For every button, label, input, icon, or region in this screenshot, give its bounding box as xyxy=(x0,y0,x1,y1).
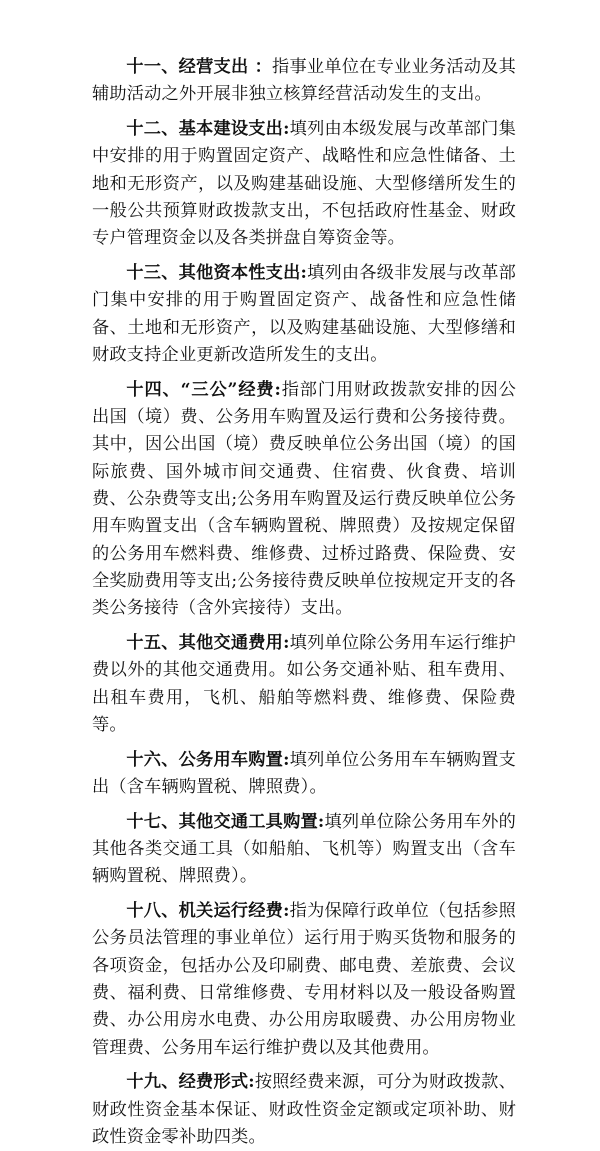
definition-term: 十五、其他交通费用: xyxy=(126,632,290,653)
definition-term: 十六、公务用车购置: xyxy=(126,749,290,770)
definition-item-11 xyxy=(92,54,516,109)
definition-text: 指为保障行政单位（包括参照公务员法管理的事业单位）运行用于购买货物和服务的各项资金，包括办公及印刷费、邮电费、差旅费、会议费、福利费、日常维修费、专用材料以及一般设备购置费、办公用房水电费、办公用房取暖费、办公用房物业管理费、公务用车运行维护费以及其他费用。 xyxy=(92,901,516,1058)
definition-item-17 xyxy=(92,809,516,891)
definition-item-14 xyxy=(92,377,516,623)
definition-text: 指部门用财政拨款安排的因公出国（境）费、公务用车购置及运行费和公务接待费。其中，因公出国（境）费反映单位公务出国（境）的国际旅费、国外城市间交通费、住宿费、伙食费、培训费、公杂费等支出;公务用车购置及运行费反映单位公务用车购置支出（含车辆购置税、牌照费）及按规定保留的公务用车燃料费、维修费、过桥过路费、保险费、安全奖励费用等支出;公务接待费反映单位按规定开支的各类公务接待（含外宾接待）支出。 xyxy=(92,379,516,619)
definition-term: 十九、经费形式: xyxy=(126,1072,255,1093)
definition-term: 十四、“三公”经费: xyxy=(126,379,282,400)
definition-item-15 xyxy=(92,630,516,739)
definition-item-13 xyxy=(92,260,516,369)
definition-text: 填列由本级发展与改革部门集中安排的用于购置固定资产、战略性和应急性储备、土地和无形资产，以及购建基础设施、大型修缮所发生的一般公共预算财政拨款支出，不包括政府性基金、财政专户管理资金以及各类拼盘自筹资金等。 xyxy=(92,119,516,249)
definition-item-16 xyxy=(92,747,516,802)
definition-item-18 xyxy=(92,898,516,1062)
definition-text: 填列单位除公务用车运行维护费以外的其他交通费用。如公务交通补贴、租车费用、出租车费用，飞机、船舶等燃料费、维修费、保险费等。 xyxy=(92,632,516,735)
definition-term: 十八、机关运行经费: xyxy=(126,901,290,922)
definition-text: 填列由各级非发展与改革部门集中安排的用于购置固定资产、战备性和应急性储备、土地和无形资产，以及购建基础设施、大型修缮和财政支持企业更新改造所发生的支出。 xyxy=(92,263,517,365)
definition-item-12 xyxy=(92,116,516,252)
definition-text: 填列单位除公务用车外的其他各类交通工具（如船舶、飞机等）购置支出（含车辆购置税、牌照费）。 xyxy=(92,811,516,887)
definition-text: 指事业单位在专业业务活动及其辅助活动之外开展非独立核算经营活动发生的支出。 xyxy=(92,57,516,105)
definition-item-19 xyxy=(92,1069,516,1151)
definition-text: 按照经费来源，可分为财政拨款、财政性资金基本保证、财政性资金定额或定项补助、财政性资金零补助四类。 xyxy=(92,1072,516,1147)
definition-term: 十七、其他交通工具购置: xyxy=(126,811,325,832)
definition-term: 十一、经营支出 ： xyxy=(126,57,273,77)
definition-text: 填列单位公务用车车辆购置支出（含车辆购置税、牌照费）。 xyxy=(92,749,516,797)
definition-term: 十三、其他资本性支出: xyxy=(126,263,308,284)
definition-term: 十二、基本建设支出: xyxy=(126,119,290,140)
